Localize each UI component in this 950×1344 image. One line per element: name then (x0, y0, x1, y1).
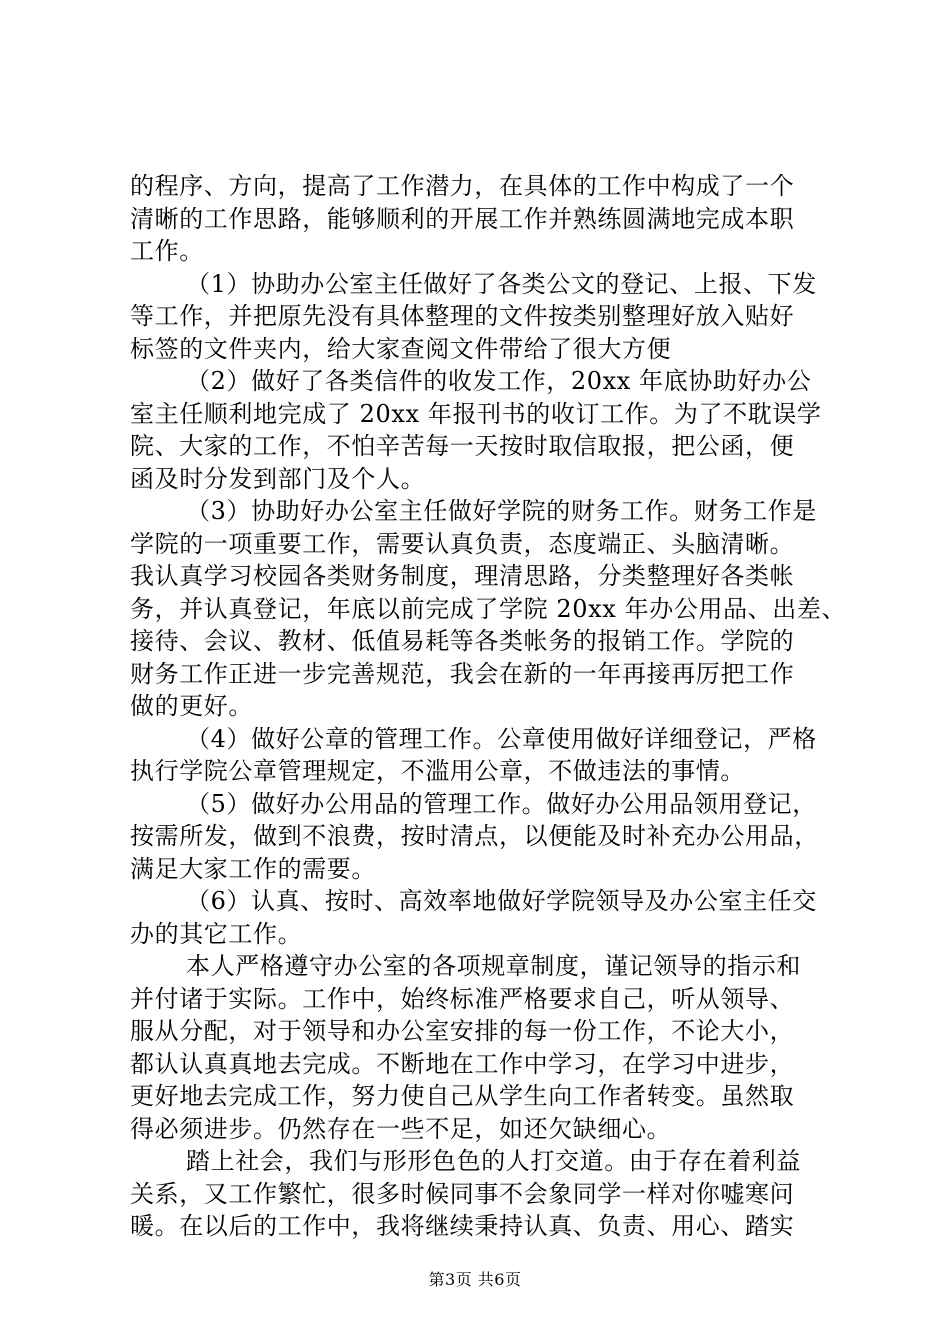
text-line: 院、大家的工作，不怕辛苦每一天按时取信取报，把公函，便 (130, 432, 795, 460)
text-line: 关系，又工作繁忙，很多时候同事不会象同学一样对你嘘寒问 (130, 1179, 795, 1208)
text-line: 我认真学习校园各类财务制度，理清思路，分类整理好各类帐 (130, 562, 795, 590)
text-line: 服从分配，对于领导和办公室安排的每一份工作，不论大小， (130, 1017, 795, 1045)
text-line: 更好地去完成工作，努力使自己从学生向工作者转变。虽然取 (130, 1082, 795, 1110)
text-line: 工作。 (130, 237, 204, 265)
text-line: 等工作，并把原先没有具体整理的文件按类别整理好放入贴好 (130, 302, 795, 330)
text-line: 并付诸于实际。工作中，始终标准严格要求自己，听从领导、 (130, 984, 795, 1013)
text-line: 的程序、方向，提高了工作潜力，在具体的工作中构成了一个 (130, 172, 795, 200)
text-line: 按需所发，做到不浪费，按时清点，以便能及时补充办公用品， (130, 822, 819, 850)
text-line: （4）做好公章的管理工作。公章使用做好详细登记，严格 (186, 724, 817, 753)
text-line: 室主任顺利地完成了 20xx 年报刊书的收订工作。为了不耽误学 (130, 399, 822, 428)
text-line: 务，并认真登记，年底以前完成了学院 20xx 年办公用品、出差、 (130, 594, 847, 623)
text-line: （3）协助好办公室主任做好学院的财务工作。财务工作是 (186, 497, 817, 525)
text-line: 做的更好。 (130, 692, 253, 720)
text-line: 办的其它工作。 (130, 919, 303, 948)
text-line: 学院的一项重要工作，需要认真负责，态度端正、头脑清晰。 (130, 529, 795, 558)
text-line: 本人严格遵守办公室的各项规章制度，谨记领导的指示和 (186, 952, 801, 980)
text-line: 得必须进步。仍然存在一些不足，如还欠缺细心。 (130, 1114, 672, 1143)
document-body (130, 170, 847, 1243)
page-footer: 第3页 共6页 (428, 1270, 522, 1289)
text-line: 清晰的工作思路，能够顺利的开展工作并熟练圆满地完成本职 (130, 204, 795, 233)
text-line: （1）协助办公室主任做好了各类公文的登记、上报、下发 (186, 269, 817, 298)
text-line: 函及时分发到部门及个人。 (130, 464, 426, 493)
text-line: 都认认真真地去完成。不断地在工作中学习，在学习中进步， (130, 1049, 795, 1078)
text-line: 执行学院公章管理规定，不滥用公章，不做违法的事情。 (130, 757, 745, 785)
text-line: （2）做好了各类信件的收发工作，20xx 年底协助好办公 (186, 367, 812, 395)
text-line: 财务工作正进一步完善规范，我会在新的一年再接再厉把工作 (130, 659, 795, 688)
text-line: （6）认真、按时、高效率地做好学院领导及办公室主任交 (186, 887, 817, 915)
text-line: 标签的文件夹内，给大家查阅文件带给了很大方便 (130, 334, 672, 363)
text-line: 踏上社会，我们与形形色色的人打交道。由于存在着利益 (186, 1147, 801, 1175)
text-line: 暖。在以后的工作中，我将继续秉持认真、负责、用心、踏实 (130, 1212, 795, 1240)
text-line: （5）做好办公用品的管理工作。做好办公用品领用登记， (186, 789, 817, 818)
text-line: 满足大家工作的需要。 (130, 854, 376, 883)
text-line: 接待、会议、教材、低值易耗等各类帐务的报销工作。学院的 (130, 627, 795, 655)
